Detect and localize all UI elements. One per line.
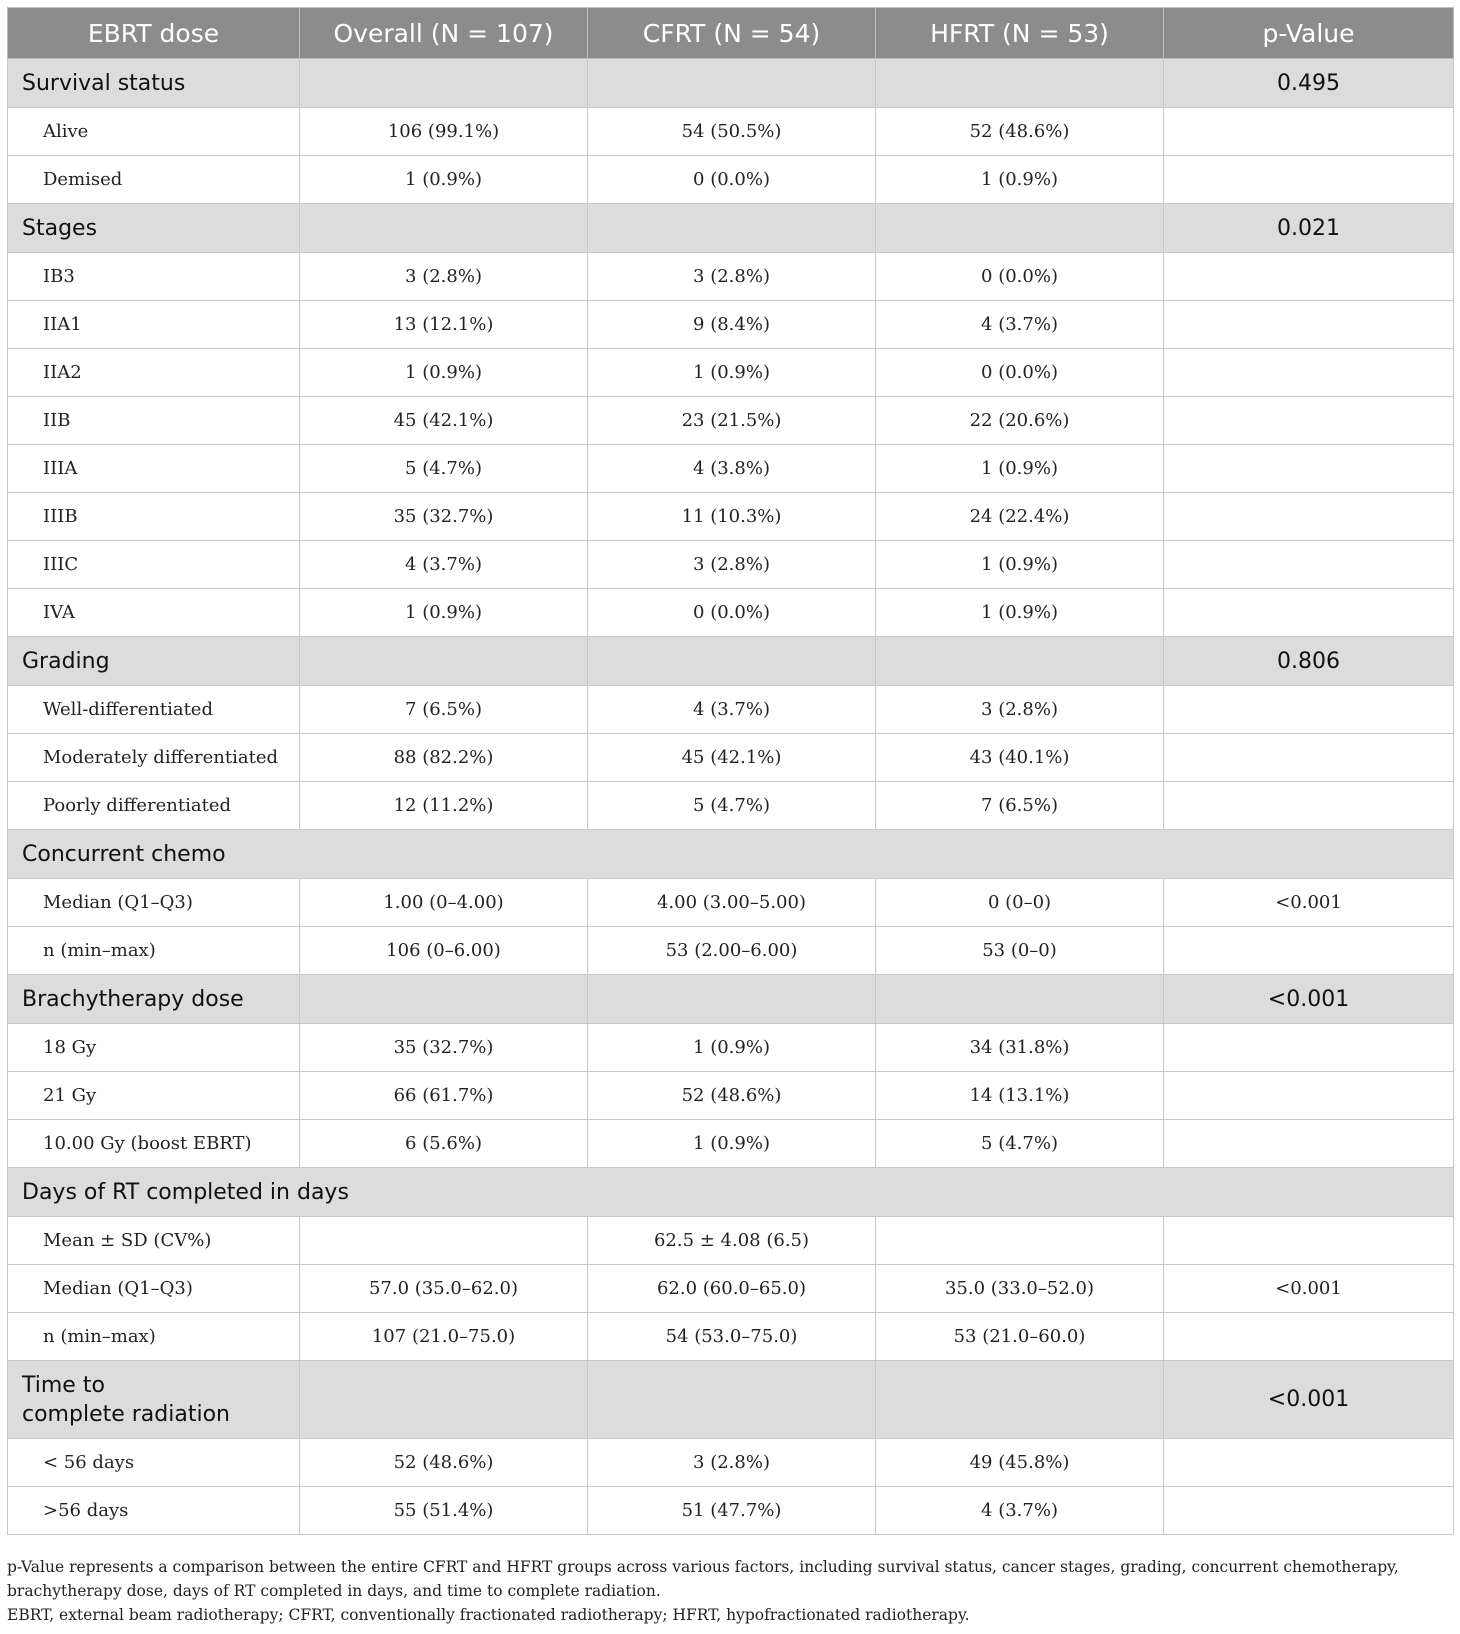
hfrt-cell: 35.0 (33.0–52.0) (876, 1265, 1164, 1313)
section-p-value: 0.021 (1164, 204, 1454, 253)
p-value-cell: <0.001 (1164, 879, 1454, 927)
cfrt-cell: 0 (0.0%) (588, 156, 876, 204)
section-header-row (8, 975, 1454, 1024)
hfrt-cell: 1 (0.9%) (876, 589, 1164, 637)
header-cell-p-value: p-Value (1164, 8, 1454, 59)
header-cell-overall: Overall (N = 107) (300, 8, 588, 59)
overall-cell: 107 (21.0–75.0) (300, 1313, 588, 1361)
cfrt-cell: 4 (3.8%) (588, 445, 876, 493)
section-empty-cell (300, 637, 588, 686)
header-row (8, 8, 1454, 59)
row-label: Alive (8, 108, 300, 156)
section-header-row (8, 1168, 1454, 1217)
section-empty-cell (876, 637, 1164, 686)
overall-cell: 45 (42.1%) (300, 397, 588, 445)
section-empty-cell (588, 1361, 876, 1439)
overall-cell: 1 (0.9%) (300, 156, 588, 204)
p-value-cell (1164, 927, 1454, 975)
cfrt-cell: 3 (2.8%) (588, 541, 876, 589)
hfrt-cell: 43 (40.1%) (876, 734, 1164, 782)
section-header-row (8, 59, 1454, 108)
p-value-cell (1164, 1487, 1454, 1535)
table-row (8, 108, 1454, 156)
table-row (8, 397, 1454, 445)
row-label: IVA (8, 589, 300, 637)
overall-cell (300, 1217, 588, 1265)
table-row (8, 156, 1454, 204)
cfrt-cell: 3 (2.8%) (588, 253, 876, 301)
table-row (8, 253, 1454, 301)
overall-cell: 13 (12.1%) (300, 301, 588, 349)
row-label: IIB (8, 397, 300, 445)
footnote-p-value: p-Value represents a comparison between the entire CFRT and HFRT groups across various factors, including survival status, cancer stages, grading, concurrent chemotherapy, brachytherapy dose, days of RT completed in days, and time to complete radiation. (7, 1558, 1399, 1600)
section-empty-cell (876, 975, 1164, 1024)
section-empty-cell (588, 975, 876, 1024)
row-label: Poorly differentiated (8, 782, 300, 830)
section-p-value: <0.001 (1164, 1361, 1454, 1439)
section-header-row (8, 1361, 1454, 1439)
cfrt-cell: 23 (21.5%) (588, 397, 876, 445)
table-row (8, 927, 1454, 975)
cfrt-cell: 45 (42.1%) (588, 734, 876, 782)
row-label: Demised (8, 156, 300, 204)
p-value-cell (1164, 541, 1454, 589)
table-row (8, 686, 1454, 734)
overall-cell: 3 (2.8%) (300, 253, 588, 301)
table-row (8, 349, 1454, 397)
table-row (8, 301, 1454, 349)
p-value-cell (1164, 734, 1454, 782)
table-row (8, 1120, 1454, 1168)
cfrt-cell: 1 (0.9%) (588, 349, 876, 397)
table-row (8, 1072, 1454, 1120)
table-row (8, 734, 1454, 782)
table-row (8, 493, 1454, 541)
section-header-row (8, 204, 1454, 253)
overall-cell: 88 (82.2%) (300, 734, 588, 782)
section-empty-cell (876, 1361, 1164, 1439)
p-value-cell (1164, 1439, 1454, 1487)
p-value-cell (1164, 253, 1454, 301)
hfrt-cell: 24 (22.4%) (876, 493, 1164, 541)
p-value-cell (1164, 589, 1454, 637)
overall-cell: 106 (99.1%) (300, 108, 588, 156)
overall-cell: 1 (0.9%) (300, 589, 588, 637)
table-row (8, 1487, 1454, 1535)
overall-cell: 35 (32.7%) (300, 1024, 588, 1072)
p-value-cell (1164, 782, 1454, 830)
section-empty-cell (876, 204, 1164, 253)
row-label: Median (Q1–Q3) (8, 1265, 300, 1313)
p-value-cell (1164, 1120, 1454, 1168)
hfrt-cell: 4 (3.7%) (876, 301, 1164, 349)
overall-cell: 6 (5.6%) (300, 1120, 588, 1168)
overall-cell: 35 (32.7%) (300, 493, 588, 541)
overall-cell: 57.0 (35.0–62.0) (300, 1265, 588, 1313)
header-cell-cfrt: CFRT (N = 54) (588, 8, 876, 59)
overall-cell: 52 (48.6%) (300, 1439, 588, 1487)
row-label: IIA2 (8, 349, 300, 397)
row-label: n (min–max) (8, 1313, 300, 1361)
section-title-line: Time to (22, 1372, 105, 1398)
hfrt-cell: 0 (0.0%) (876, 253, 1164, 301)
hfrt-cell: 14 (13.1%) (876, 1072, 1164, 1120)
row-label: IIIB (8, 493, 300, 541)
hfrt-cell: 49 (45.8%) (876, 1439, 1164, 1487)
p-value-cell (1164, 1072, 1454, 1120)
table-row (8, 1313, 1454, 1361)
section-header-row (8, 830, 1454, 879)
cfrt-cell: 5 (4.7%) (588, 782, 876, 830)
cfrt-cell: 53 (2.00–6.00) (588, 927, 876, 975)
p-value-cell (1164, 493, 1454, 541)
table-row (8, 541, 1454, 589)
row-label: 10.00 Gy (boost EBRT) (8, 1120, 300, 1168)
overall-cell: 66 (61.7%) (300, 1072, 588, 1120)
section-empty-cell (300, 204, 588, 253)
cfrt-cell: 52 (48.6%) (588, 1072, 876, 1120)
table-row (8, 782, 1454, 830)
cfrt-cell: 4.00 (3.00–5.00) (588, 879, 876, 927)
row-label: Well-differentiated (8, 686, 300, 734)
section-empty-cell (876, 59, 1164, 108)
section-title: Grading (8, 637, 300, 686)
cfrt-cell: 54 (53.0–75.0) (588, 1313, 876, 1361)
table-body (8, 59, 1454, 1535)
section-p-value: 0.806 (1164, 637, 1454, 686)
cfrt-cell: 54 (50.5%) (588, 108, 876, 156)
results-table-container (7, 7, 1453, 1535)
section-empty-cell (588, 59, 876, 108)
cfrt-cell: 11 (10.3%) (588, 493, 876, 541)
p-value-cell (1164, 108, 1454, 156)
cfrt-cell: 1 (0.9%) (588, 1120, 876, 1168)
overall-cell: 7 (6.5%) (300, 686, 588, 734)
cfrt-cell: 0 (0.0%) (588, 589, 876, 637)
table-row (8, 589, 1454, 637)
overall-cell: 5 (4.7%) (300, 445, 588, 493)
row-label: IIIC (8, 541, 300, 589)
cfrt-cell: 4 (3.7%) (588, 686, 876, 734)
hfrt-cell: 52 (48.6%) (876, 108, 1164, 156)
overall-cell: 12 (11.2%) (300, 782, 588, 830)
hfrt-cell: 7 (6.5%) (876, 782, 1164, 830)
p-value-cell: <0.001 (1164, 1265, 1454, 1313)
p-value-cell (1164, 445, 1454, 493)
table-row (8, 445, 1454, 493)
table-row (8, 1439, 1454, 1487)
overall-cell: 4 (3.7%) (300, 541, 588, 589)
section-title: Days of RT completed in days (8, 1168, 1454, 1217)
row-label: Mean ± SD (CV%) (8, 1217, 300, 1265)
p-value-cell (1164, 301, 1454, 349)
row-label: Moderately differentiated (8, 734, 300, 782)
table-row (8, 1265, 1454, 1313)
row-label: IIA1 (8, 301, 300, 349)
cfrt-cell: 51 (47.7%) (588, 1487, 876, 1535)
p-value-cell (1164, 349, 1454, 397)
section-title: Stages (8, 204, 300, 253)
hfrt-cell: 3 (2.8%) (876, 686, 1164, 734)
cfrt-cell: 9 (8.4%) (588, 301, 876, 349)
cfrt-cell: 62.5 ± 4.08 (6.5) (588, 1217, 876, 1265)
hfrt-cell: 1 (0.9%) (876, 541, 1164, 589)
overall-cell: 55 (51.4%) (300, 1487, 588, 1535)
section-empty-cell (588, 637, 876, 686)
hfrt-cell: 4 (3.7%) (876, 1487, 1164, 1535)
row-label: 18 Gy (8, 1024, 300, 1072)
overall-cell: 1 (0.9%) (300, 349, 588, 397)
section-title: Brachytherapy dose (8, 975, 300, 1024)
hfrt-cell: 1 (0.9%) (876, 156, 1164, 204)
section-p-value: <0.001 (1164, 975, 1454, 1024)
hfrt-cell: 22 (20.6%) (876, 397, 1164, 445)
hfrt-cell: 0 (0–0) (876, 879, 1164, 927)
cfrt-cell: 62.0 (60.0–65.0) (588, 1265, 876, 1313)
row-label: >56 days (8, 1487, 300, 1535)
cfrt-cell: 1 (0.9%) (588, 1024, 876, 1072)
section-title: Survival status (8, 59, 300, 108)
table-row (8, 1024, 1454, 1072)
p-value-cell (1164, 156, 1454, 204)
header-cell-ebrt-dose: EBRT dose (8, 8, 300, 59)
table-footnotes (7, 1555, 1453, 1627)
p-value-cell (1164, 1024, 1454, 1072)
p-value-cell (1164, 1313, 1454, 1361)
hfrt-cell: 0 (0.0%) (876, 349, 1164, 397)
hfrt-cell: 53 (21.0–60.0) (876, 1313, 1164, 1361)
hfrt-cell: 1 (0.9%) (876, 445, 1164, 493)
overall-cell: 106 (0–6.00) (300, 927, 588, 975)
section-empty-cell (588, 204, 876, 253)
hfrt-cell: 34 (31.8%) (876, 1024, 1164, 1072)
section-empty-cell (300, 59, 588, 108)
hfrt-cell (876, 1217, 1164, 1265)
hfrt-cell: 5 (4.7%) (876, 1120, 1164, 1168)
section-empty-cell (300, 1361, 588, 1439)
table-row (8, 879, 1454, 927)
hfrt-cell: 53 (0–0) (876, 927, 1164, 975)
row-label: IB3 (8, 253, 300, 301)
row-label: < 56 days (8, 1439, 300, 1487)
p-value-cell (1164, 686, 1454, 734)
section-header-row (8, 637, 1454, 686)
row-label: IIIA (8, 445, 300, 493)
header-cell-hfrt: HFRT (N = 53) (876, 8, 1164, 59)
section-title (8, 1361, 300, 1439)
footnote-abbreviations: EBRT, external beam radiotherapy; CFRT, conventionally fractionated radiotherapy; HFRT, hypofractionated radiotherapy. (7, 1606, 970, 1624)
p-value-cell (1164, 1217, 1454, 1265)
results-table (7, 7, 1454, 1535)
section-p-value: 0.495 (1164, 59, 1454, 108)
p-value-cell (1164, 397, 1454, 445)
row-label: n (min–max) (8, 927, 300, 975)
row-label: 21 Gy (8, 1072, 300, 1120)
section-empty-cell (300, 975, 588, 1024)
section-title-line: complete radiation (22, 1401, 230, 1427)
table-row (8, 1217, 1454, 1265)
cfrt-cell: 3 (2.8%) (588, 1439, 876, 1487)
row-label: Median (Q1–Q3) (8, 879, 300, 927)
section-title: Concurrent chemo (8, 830, 1454, 879)
overall-cell: 1.00 (0–4.00) (300, 879, 588, 927)
